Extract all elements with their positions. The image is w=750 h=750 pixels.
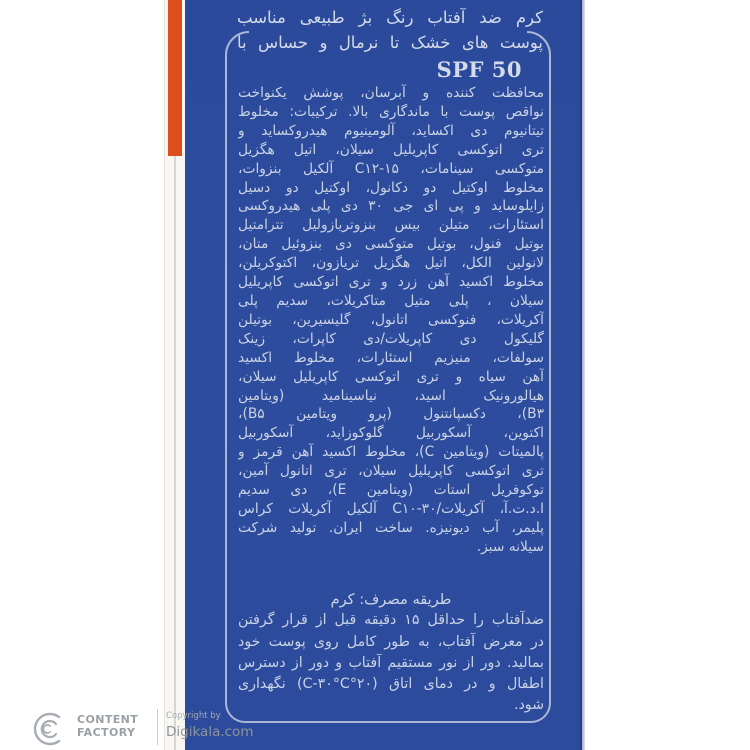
ingredients-line: سیلان ، پلی متیل متاکریلات، سدیم پلی: [238, 292, 544, 309]
ingredients-line: سولفات، منیزیم استئارات، مخلوط اکسید: [238, 349, 544, 366]
ingredients-last-line: سیلانه سبز.: [476, 538, 544, 555]
content-factory-logo-icon: [30, 710, 68, 748]
ingredients-line: تیتانیوم دی اکساید، آلومینیوم هیدروکساید و: [238, 122, 544, 139]
ingredients-line: نواقص پوست با ماندگاری بالا. ترکیبات: مخلوط: [238, 103, 544, 120]
watermark-brand: [77, 713, 138, 739]
ingredients-line: هیالورونیک اسید، نیاسینامید (ویتامین: [238, 387, 544, 404]
ingredients-line: پالمیتات (ویتامین C)، مخلوط اکسید آهن قرمز و: [238, 444, 544, 461]
ingredients-panel: [185, 0, 582, 750]
usage-line: ضدآفتاب را حداقل ۱۵ دقیقه قبل از قرار گرفتن: [238, 612, 544, 629]
usage-line: بمالید. دور از نور مستقیم آفتاب و دور از دسترس: [238, 654, 544, 671]
ingredients-line: مخلوط اکسید آهن زرد و تری اتوکسی کاپریلیل: [238, 274, 544, 291]
watermark-brand-line2: FACTORY: [77, 726, 136, 739]
ingredients-line: گلیکول دی کاپریلات/دی کاپرات، زینک: [238, 330, 544, 347]
ingredients-line: محافظت کننده و آبرسان، پوشش یکنواخت: [238, 85, 544, 101]
usage-text-block: [238, 589, 544, 717]
usage-lines: [238, 610, 544, 695]
ingredients-line: ا.د.ت.آ، آکریلات/C۱۰-۳۰ آلکیل آکریلات کراس: [238, 500, 544, 517]
usage-heading: طریقه مصرف: کرم: [330, 591, 452, 608]
ingredients-line: پلیمر، آب دیونیزه. ساخت ایران. تولید شرکت: [238, 519, 544, 536]
ingredients-text-block: [238, 84, 544, 557]
ingredients-line: تری اتوکسی کاپریلیل سیلان، تری اتانول آمین،: [238, 463, 544, 480]
product-box: [164, 0, 585, 750]
watermark-brand-line1: CONTENT: [77, 713, 139, 726]
usage-line: در معرض آفتاب، به طور کامل روی پوست خود: [238, 633, 544, 650]
watermark-divider: [157, 709, 158, 745]
box-side-edge: [164, 0, 186, 750]
ingredients-line: لانولین الکل، اتیل هگزیل تریازون، اکتوکریلن،: [238, 255, 544, 272]
ingredients-line: تری اتوکسی کاپریلیل سیلان، اتیل هگزیل: [238, 141, 544, 158]
usage-last-line: شود.: [513, 697, 544, 714]
ingredients-line: آهن سیاه و تری اتوکسی کاپریلیل سیلان،: [238, 368, 544, 385]
spf-label: SPF 50: [436, 57, 522, 82]
product-title-line1: کرم ضد آفتاب رنگ بژ طبیعی مناسب: [237, 8, 543, 27]
ingredients-line: بوتیل فنول، بوتیل متوکسی دی بنزوئیل متان،: [238, 236, 544, 253]
ingredients-line: استئارات، متیلن بیس بنزوتریازولیل تترامتیل: [238, 217, 544, 234]
box-right-edge-shadow: [580, 0, 585, 750]
product-title-line2: پوست های خشک تا نرمال و حساس با: [237, 33, 543, 52]
ingredients-line: مخلوط اوکتیل دو دکانول، اوکتیل دو دسیل: [238, 179, 544, 196]
watermark-copyright: [166, 711, 253, 741]
ingredients-line: B۳)، دکسپانتنول (پرو ویتامین B۵)،: [238, 406, 544, 423]
usage-line: اطفال و در دمای اتاق (۲۰°C-۳۰°C) نگهداری: [238, 676, 544, 693]
ingredients-line: زایلوساید و پی ای جی ۳۰ دی پلی هیدروکسی: [238, 198, 544, 215]
ingredients-line: آکریلات، فنوکسی اتانول، گلیسیرین، بوتیلن: [238, 311, 544, 328]
orange-stripe-accent: [168, 0, 182, 156]
ingredients-lines: [238, 84, 544, 538]
ingredients-line: متوکسی سینامات، C۱۲-۱۵ آلکیل بنزوات،: [238, 160, 544, 177]
copyright-label: Copyright by: [166, 711, 221, 721]
ingredients-line: توکوفریل استات (ویتامین E)، دی سدیم: [238, 482, 544, 499]
digikala-site-label: Digikala.com: [166, 724, 254, 740]
watermark: [30, 704, 254, 750]
ingredients-line: اکتوین، آسکوربیل گلوکوزاید، آسکوربیل: [238, 425, 544, 442]
